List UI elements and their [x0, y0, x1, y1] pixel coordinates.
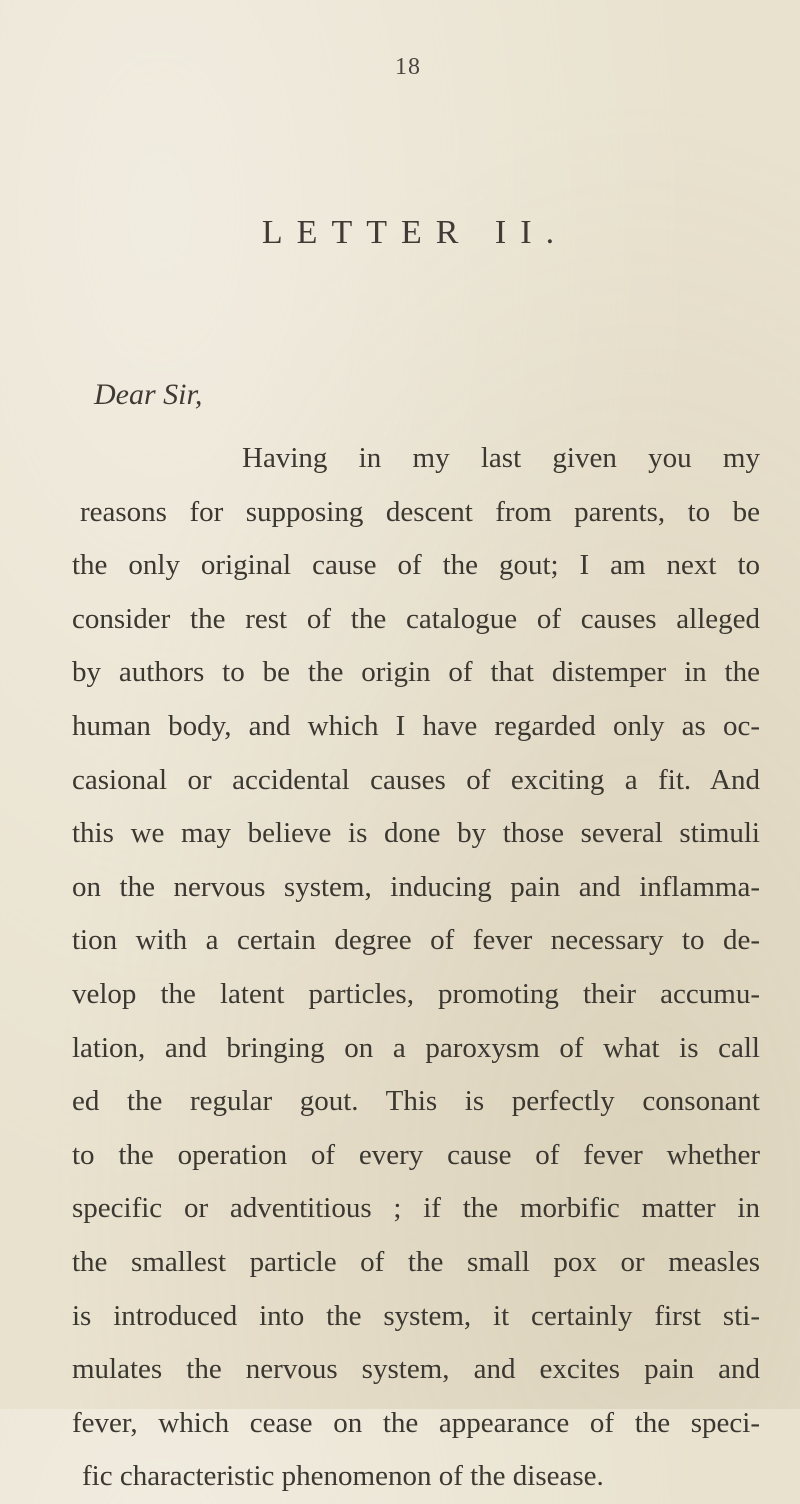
text-line: to the operation of every cause of fever whether: [72, 1138, 760, 1171]
text-line: is introduced into the system, it certainly first sti-: [72, 1299, 760, 1332]
salutation: Dear Sir,: [94, 378, 203, 411]
text-line: tion with a certain degree of fever necessary to de-: [72, 924, 760, 957]
letter-body: [72, 432, 760, 1504]
text-line: by authors to be the origin of that distemper in the: [72, 656, 760, 689]
text-line: mulates the nervous system, and excites pain and: [72, 1353, 760, 1386]
text-line: this we may believe is done by those several stimuli: [72, 817, 760, 850]
text-line: consider the rest of the catalogue of causes alleged: [72, 602, 760, 635]
page-number: 18: [395, 54, 421, 80]
text-line: the smallest particle of the small pox or measles: [72, 1245, 760, 1278]
text-line: Having in my last given you my: [242, 442, 760, 474]
text-line: specific or adventitious ; if the morbific matter in: [72, 1192, 760, 1225]
text-line: ed the regular gout. This is perfectly consonant: [72, 1085, 760, 1118]
text-line: human body, and which I have regarded only as oc-: [72, 709, 760, 742]
letter-heading: LETTER II.: [261, 214, 569, 251]
text-line: casional or accidental causes of exciting a fit. And: [72, 763, 760, 796]
text-line: reasons for supposing descent from parents, to be: [80, 495, 760, 528]
text-line: fever, which cease on the appearance of the speci-: [72, 1406, 760, 1439]
text-line: fic characteristic phenomenon of the disease.: [82, 1460, 604, 1493]
text-line: on the nervous system, inducing pain and inflamma-: [72, 870, 760, 903]
text-line: the only original cause of the gout; I am next to: [72, 549, 760, 582]
text-line: velop the latent particles, promoting their accumu-: [72, 977, 760, 1010]
text-line: lation, and bringing on a paroxysm of what is call: [72, 1031, 760, 1064]
